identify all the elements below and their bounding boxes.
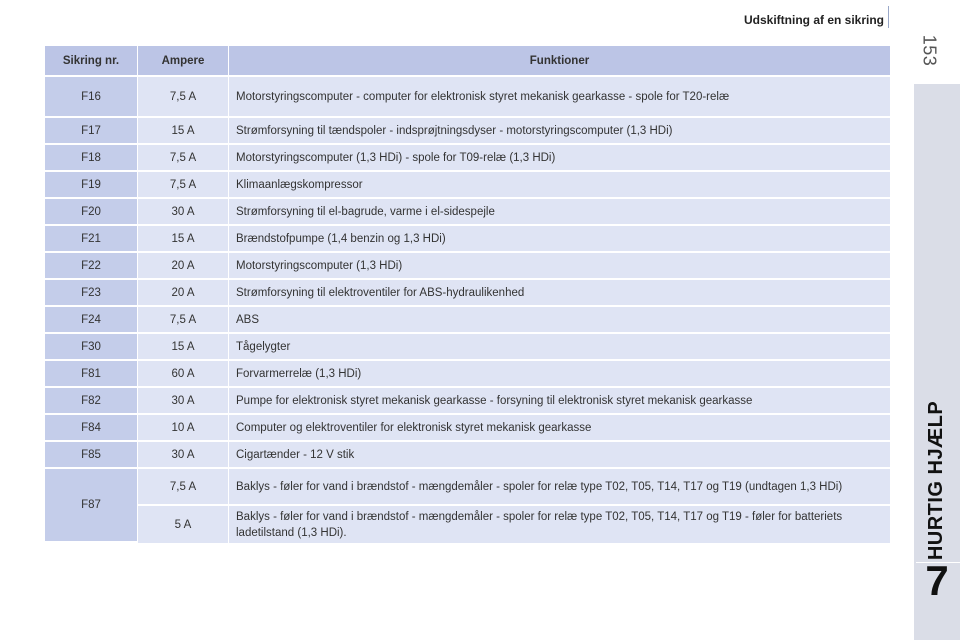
table-row <box>45 334 890 361</box>
table-row <box>45 118 890 145</box>
function-cell: Baklys - føler for vand i brændstof - mængdemåler - spoler for relæ type T02, T05, T14, T17 og T19 - føler for batteriets ladetilstand (1,3 HDi). <box>236 510 843 539</box>
function-cell: Strømforsyning til tændspoler - indsprøjtningsdyser - motorstyringscomputer (1,3 HDi) <box>229 118 890 145</box>
function-cell: Strømforsyning til elektroventiler for ABS-hydraulikenhed <box>229 280 890 307</box>
function-cell: Motorstyringscomputer (1,3 HDi) - spole for T09-relæ (1,3 HDi) <box>229 145 890 172</box>
column-header-functions: Funktioner <box>229 46 890 77</box>
table-row <box>45 469 890 506</box>
table-row <box>45 506 890 543</box>
ampere-cell: 15 A <box>138 226 229 253</box>
table-row <box>45 77 890 118</box>
ampere-cell: 30 A <box>138 442 229 469</box>
ampere-cell: 15 A <box>138 334 229 361</box>
table-row <box>45 388 890 415</box>
function-cell: Klimaanlægskompressor <box>229 172 890 199</box>
function-cell: Brændstofpumpe (1,4 benzin og 1,3 HDi) <box>229 226 890 253</box>
ampere-cell: 5 A <box>138 506 229 543</box>
function-cell: Forvarmerrelæ (1,3 HDi) <box>229 361 890 388</box>
column-header-fuse-number: Sikring nr. <box>45 46 138 77</box>
fuse-number-cell: F87 <box>45 469 138 543</box>
ampere-cell: 7,5 A <box>138 307 229 334</box>
chapter-label-text: HURTIG HJÆLP <box>925 400 948 560</box>
fuse-number-cell: F22 <box>45 253 138 280</box>
chapter-number: 7 <box>925 557 949 604</box>
fuse-number-cell: F17 <box>45 118 138 145</box>
table-row <box>45 415 890 442</box>
table-row <box>45 361 890 388</box>
table-row <box>45 199 890 226</box>
fuse-number-cell: F81 <box>45 361 138 388</box>
ampere-cell: 15 A <box>138 118 229 145</box>
fuse-table <box>45 46 890 543</box>
ampere-cell: 7,5 A <box>138 145 229 172</box>
fuse-number-cell: F16 <box>45 77 138 118</box>
function-cell: Strømforsyning til el-bagrude, varme i el-sidespejle <box>229 199 890 226</box>
page-header-title: Udskiftning af en sikring <box>743 13 884 27</box>
fuse-number-cell: F30 <box>45 334 138 361</box>
table-header-row <box>45 46 890 77</box>
page-number-text: 153 <box>919 34 940 66</box>
function-cell: ABS <box>229 307 890 334</box>
ampere-cell: 20 A <box>138 253 229 280</box>
page-number <box>917 26 941 74</box>
table-row <box>45 280 890 307</box>
table-row <box>45 172 890 199</box>
function-cell: Pumpe for elektronisk styret mekanisk gearkasse - forsyning til elektronisk styret mekanisk gearkasse <box>229 388 890 415</box>
function-cell: Cigartænder - 12 V stik <box>229 442 890 469</box>
ampere-cell: 20 A <box>138 280 229 307</box>
fuse-number-cell: F19 <box>45 172 138 199</box>
ampere-cell: 7,5 A <box>138 469 229 506</box>
ampere-cell: 10 A <box>138 415 229 442</box>
ampere-cell: 7,5 A <box>138 77 229 118</box>
table-row <box>45 226 890 253</box>
ampere-cell: 60 A <box>138 361 229 388</box>
fuse-number-cell: F85 <box>45 442 138 469</box>
chapter-label <box>914 400 960 560</box>
fuse-number-cell: F21 <box>45 226 138 253</box>
ampere-cell: 30 A <box>138 388 229 415</box>
function-cell: Tågelygter <box>229 334 890 361</box>
function-cell: Computer og elektroventiler for elektronisk styret mekanisk gearkasse <box>229 415 890 442</box>
fuse-number-cell: F84 <box>45 415 138 442</box>
function-cell: Motorstyringscomputer - computer for elektronisk styret mekanisk gearkasse - spole for T20-relæ <box>229 77 890 118</box>
fuse-number-cell: F23 <box>45 280 138 307</box>
fuse-number-cell: F20 <box>45 199 138 226</box>
fuse-number-cell: F18 <box>45 145 138 172</box>
header-divider <box>888 6 889 28</box>
function-cell: Baklys - føler for vand i brændstof - mængdemåler - spoler for relæ type T02, T05, T14, T17 og T19 (undtagen 1,3 HDi) <box>229 469 890 506</box>
ampere-cell: 7,5 A <box>138 172 229 199</box>
ampere-cell: 30 A <box>138 199 229 226</box>
fuse-number-cell: F82 <box>45 388 138 415</box>
table-row <box>45 253 890 280</box>
function-cell: Motorstyringscomputer (1,3 HDi) <box>229 253 890 280</box>
table-row <box>45 307 890 334</box>
fuse-number-cell: F24 <box>45 307 138 334</box>
column-header-ampere: Ampere <box>138 46 229 77</box>
table-row <box>45 145 890 172</box>
table-row <box>45 442 890 469</box>
